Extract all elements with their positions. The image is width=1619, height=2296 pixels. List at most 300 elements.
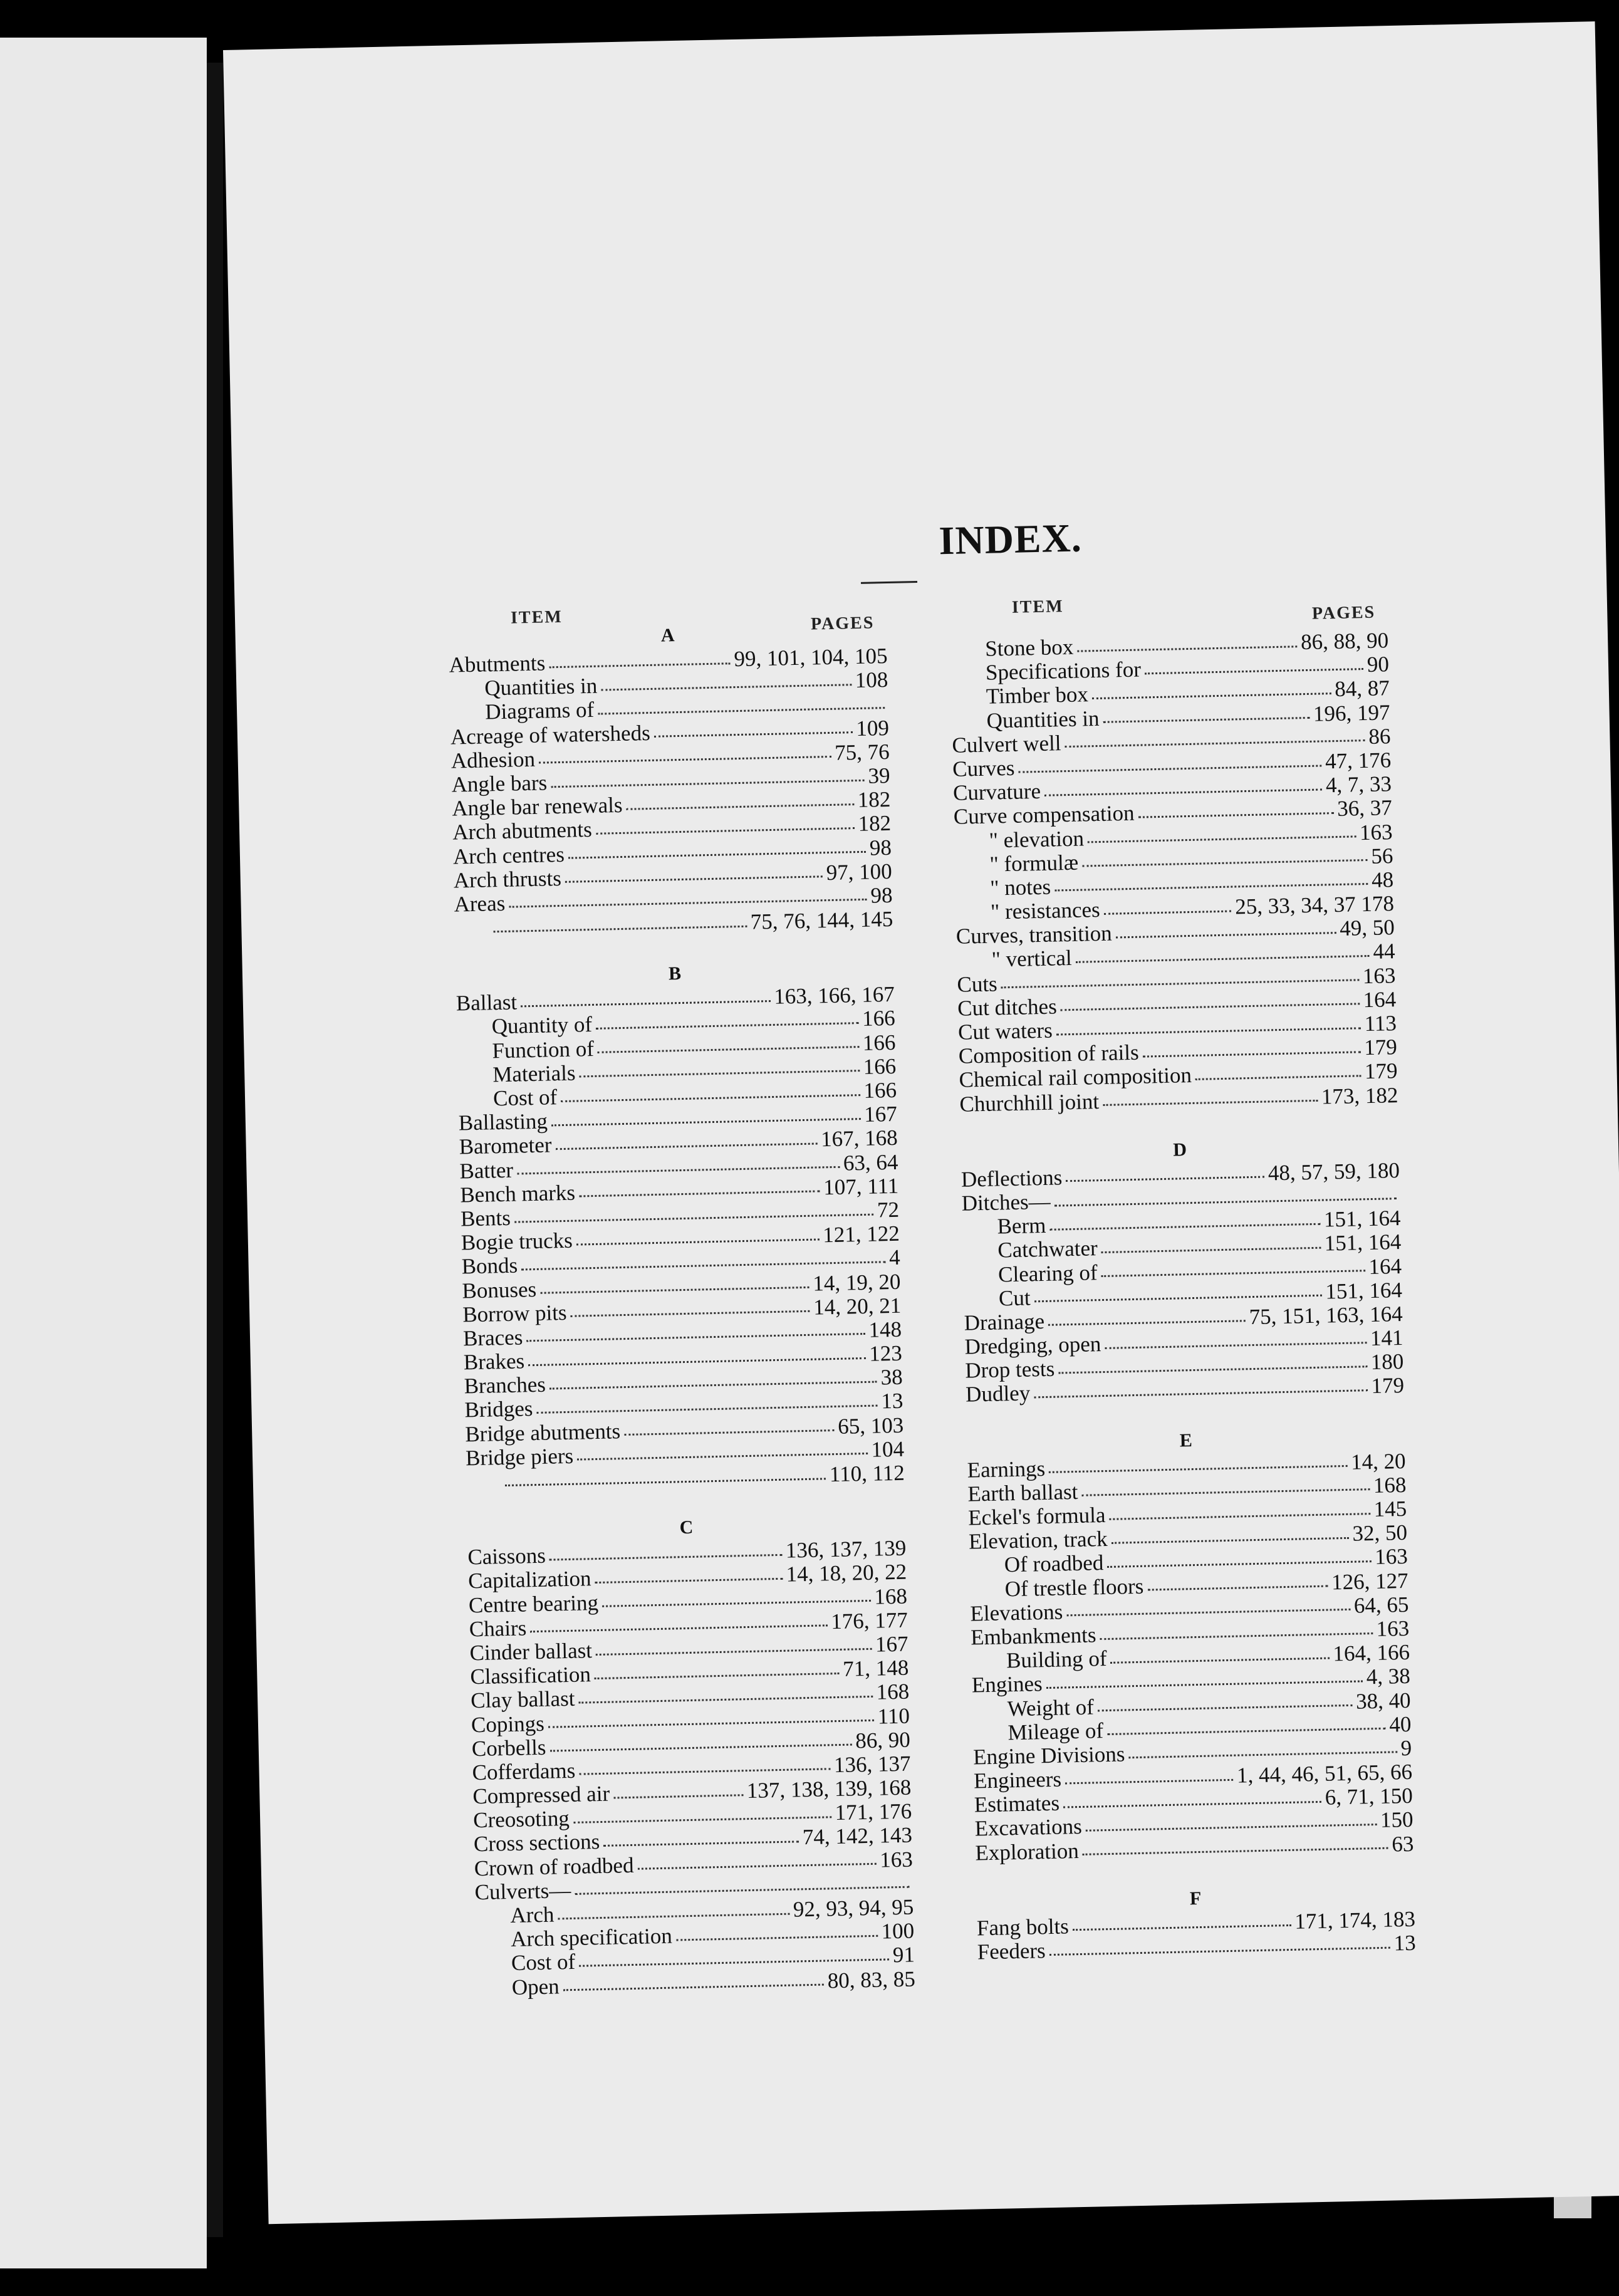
entry-label: Engine Divisions [972,1741,1125,1770]
entry-pages: 179 [1371,1373,1405,1399]
entry-pages: 136, 137 [833,1751,911,1778]
dot-leader [509,899,867,908]
entry-pages: 9 [1400,1735,1412,1761]
entry-pages: 97, 100 [826,858,893,885]
entry-pages: 137, 138, 139, 168 [746,1775,912,1803]
dot-leader [550,1744,852,1752]
dot-leader [595,1672,840,1679]
entry-pages: 163 [1362,963,1396,988]
dot-leader [1061,1003,1360,1011]
dot-leader [1073,1924,1291,1931]
entry-label: Acreage of watersheds [450,720,651,749]
dot-leader [549,1554,782,1561]
entry-pages: 148 [868,1317,902,1342]
title-rule [861,581,917,584]
dot-leader [577,1453,867,1461]
dot-leader [549,662,730,668]
entry-pages: 179 [1363,1035,1398,1060]
entry-pages: 4, 38 [1366,1664,1411,1689]
dot-leader [517,1166,840,1175]
entry-pages: 63 [1391,1831,1414,1857]
entry-label: Curves, transition [955,921,1113,949]
entry-label: Adhesion [450,746,536,773]
section-letter: F [1189,1887,1202,1909]
entry-pages: 98 [870,882,893,908]
dot-leader [563,1984,824,1991]
dot-leader [603,1840,799,1847]
dot-leader [521,1261,885,1270]
entry-pages: 92, 93, 94, 95 [793,1894,914,1922]
entry-pages: 14, 18, 20, 22 [786,1560,907,1587]
entry-pages: 1, 44, 46, 51, 65, 66 [1236,1759,1413,1788]
entry-label: Specifications for [985,657,1142,685]
entry-label: Curves [952,755,1015,781]
entry-pages: 71, 148 [842,1655,909,1681]
entry-label: Feeders [977,1938,1046,1965]
dot-leader [579,1958,889,1966]
entry-label: Catchwater [997,1236,1098,1263]
entry-pages: 179 [1364,1058,1398,1084]
entry-label: Bench marks [459,1180,576,1208]
entry-label: Angle bar renewals [452,793,623,821]
entry-pages: 168 [876,1679,910,1705]
entry-label: Drainage [964,1308,1045,1335]
entry-label: Drop tests [964,1356,1055,1383]
entry-pages: 63, 64 [843,1149,898,1176]
entry-pages: 166 [862,1030,896,1055]
entry-label: Estimates [974,1790,1060,1817]
dot-leader [1044,788,1322,796]
entry-label: Chairs [469,1615,527,1642]
entry-label: Quantities in [484,673,598,701]
entry-label: Bonuses [462,1276,537,1303]
dot-leader [579,1191,820,1198]
right-column [949,590,1416,1964]
entry-label: Elevation, track [968,1526,1108,1554]
entry-pages: 13 [880,1389,903,1414]
dot-leader [540,1286,809,1294]
dot-leader [521,1000,770,1007]
entry-pages: 104 [871,1436,905,1462]
entry-label: Ditches— [961,1189,1051,1216]
entry-label: Centre bearing [468,1590,599,1617]
entry-pages: 167 [863,1102,898,1127]
entry-label: Caissons [467,1543,546,1570]
entry-label: Bridges [464,1396,533,1422]
entry-pages: 110, 112 [829,1460,905,1487]
entry-label: Curvature [952,779,1041,805]
entry-label: " formulæ [989,850,1079,877]
dot-leader [1054,883,1368,891]
entry-pages: 136, 137, 139 [785,1535,907,1563]
entry-pages: 65, 103 [837,1412,904,1439]
dot-leader [654,731,853,738]
dot-leader [1104,910,1232,914]
dot-leader [1110,1513,1370,1520]
entry-label: Arch thrusts [453,865,562,893]
dot-leader [549,1380,877,1389]
entry-label: Quantities in [986,706,1100,733]
entry-pages: 163 [1376,1615,1410,1641]
entry-label: Bridge piers [465,1443,574,1471]
dot-leader [1147,1585,1328,1591]
dot-leader [676,1935,878,1941]
entry-label: Dredging, open [964,1332,1101,1359]
entry-pages: 168 [1373,1472,1407,1498]
entry-label: Bogie trucks [461,1228,573,1255]
dot-leader [1066,1176,1264,1182]
section-letter: E [1179,1429,1193,1451]
entry-label: Cinder ballast [469,1638,593,1666]
entry-pages: 196, 197 [1313,699,1390,726]
dot-leader [1081,1489,1370,1497]
entry-pages: 49, 50 [1339,915,1395,941]
entry-label: Eckel's formula [967,1503,1106,1530]
dot-leader [595,1578,783,1584]
dot-leader [548,1719,874,1728]
entry-label: Of trestle floors [1004,1573,1144,1601]
dot-leader [561,1094,860,1102]
entry-label: Elevations [970,1599,1063,1626]
dot-leader [1107,1560,1371,1568]
entry-label: Exploration [975,1838,1080,1866]
entry-pages: 166 [863,1053,897,1079]
page-title: INDEX. [938,515,1083,563]
dot-leader [1056,1027,1361,1035]
dot-leader [1049,1223,1320,1230]
entry-pages: 163 [1374,1544,1408,1570]
entry-pages: 151, 164 [1324,1229,1402,1256]
dot-leader [601,684,851,691]
entry-pages: 173, 182 [1321,1082,1398,1109]
entry-pages: 14, 20, 21 [813,1293,902,1320]
entry-label: Engineers [973,1766,1062,1793]
dot-leader [568,851,866,859]
entry-pages: 110 [877,1703,910,1729]
entry-pages: 14, 19, 20 [813,1269,901,1296]
dot-leader [579,1768,830,1775]
entry-label: Culvert well [952,730,1061,758]
dot-leader [505,1478,826,1486]
entry-pages: 167 [875,1631,908,1657]
entry-label: Embankments [970,1622,1096,1650]
entry-label: Open [511,1974,560,2000]
dot-leader [1098,1704,1352,1712]
entry-pages: 48, 57, 59, 180 [1268,1157,1400,1186]
dot-leader [1019,764,1322,773]
dot-leader [576,1238,820,1245]
entry-label: Abutments [449,650,546,677]
dot-leader [1138,812,1334,818]
dot-leader [565,876,823,884]
entry-label: Churchhill joint [959,1088,1100,1117]
entry-pages: 98 [869,835,892,860]
entry-label: Materials [492,1060,576,1087]
dot-leader [1103,717,1310,723]
entry-pages: 126, 127 [1331,1568,1408,1595]
dot-leader [613,1794,743,1798]
entry-label: Composition of rails [958,1040,1140,1068]
dot-leader [1065,1778,1233,1784]
entry-pages: 38, 40 [1355,1688,1411,1714]
entry-pages: 91 [892,1942,915,1968]
book-spine [207,63,223,2237]
dot-leader [596,827,855,835]
entry-pages: 163 [1359,819,1393,845]
entry-label: Engines [971,1671,1043,1698]
entry-pages: 166 [863,1077,897,1103]
entry-label: Crown of roadbed [474,1852,634,1881]
entry-label: Capitalization [467,1566,591,1594]
entry-pages: 99, 101, 104, 105 [734,644,888,672]
dot-leader [627,803,854,810]
dot-leader [580,1070,860,1077]
entry-label: " resistances [990,897,1101,924]
entry-label: Branches [464,1372,546,1399]
dot-leader [530,1625,827,1633]
entry-label: Quantity of [491,1012,593,1039]
entry-label: Function of [492,1036,595,1063]
item-heading: ITEM [510,607,563,628]
dot-leader [556,1142,818,1150]
entry-pages: 84, 87 [1334,676,1390,702]
entry-pages: 86 [1368,723,1391,749]
entry-label: Angle bars [451,770,548,797]
section-letter: A [660,625,675,646]
dot-leader [1107,1728,1385,1735]
entry-label: Diagrams of [484,697,595,724]
entry-pages: 64, 65 [1353,1592,1409,1618]
pages-heading: PAGES [810,613,875,634]
entry-pages: 90 [1367,652,1390,677]
entry-label: Braces [462,1325,523,1351]
entry-pages: 44 [1373,939,1395,964]
dot-leader [494,925,747,932]
entry-pages: 150 [1380,1807,1413,1833]
dot-leader [638,1863,877,1870]
entry-label: Cost of [492,1085,558,1111]
entry-label: Ballasting [458,1109,548,1135]
entry-pages: 171, 174, 183 [1294,1906,1416,1934]
entry-pages: 25, 33, 34, 37 178 [1234,891,1395,919]
entry-pages: 151, 164 [1325,1277,1403,1304]
entry-pages: 86, 88, 90 [1300,628,1389,655]
entry-label: Cut waters [957,1018,1053,1045]
dot-leader [624,1429,834,1436]
entry-pages: 121, 122 [822,1221,900,1248]
entry-label: Bridge abutments [464,1418,621,1447]
entry-pages: 47, 176 [1325,748,1392,774]
entry-pages: 74, 142, 143 [802,1823,913,1850]
entry-label: Excavations [974,1814,1083,1841]
entry-pages: 4, 7, 33 [1325,771,1392,798]
entry-label: Corbells [471,1735,546,1761]
entry-label: Fang bolts [976,1914,1070,1941]
entry-label: Bents [460,1205,511,1231]
entry-pages: 180 [1370,1349,1404,1375]
entry-label: Curve compensation [953,801,1135,830]
entry-pages: 100 [881,1918,915,1944]
entry-pages: 14, 20 [1350,1448,1406,1474]
dot-leader [575,1886,909,1895]
dot-leader [579,1696,873,1704]
entry-label: Areas [454,890,506,917]
section-letter: B [668,963,682,984]
entry-label: Brakes [463,1349,525,1375]
entry-pages: 171, 176 [835,1798,912,1825]
entry-label: Creosoting [472,1806,570,1833]
dot-leader [514,1213,873,1223]
entry-label: Arch specification [510,1923,673,1952]
dot-leader [1065,739,1365,748]
entry-pages: 107, 111 [823,1173,899,1200]
dot-leader [1063,1801,1321,1808]
dot-leader [1128,1751,1397,1759]
entry-pages: 72 [877,1197,900,1223]
entry-label: " elevation [989,826,1085,853]
entry-pages: 4 [888,1245,900,1270]
dot-leader [1100,1632,1373,1640]
entry-label: Berm [997,1213,1046,1239]
dot-leader [1046,1680,1363,1689]
dot-leader [1116,932,1336,938]
dot-leader [1034,1295,1322,1303]
entry-label: Borrow pits [462,1300,567,1327]
dot-leader [1054,1198,1397,1206]
dot-leader [1066,1609,1350,1616]
entry-label: Copings [471,1711,545,1737]
dot-leader [1111,1657,1330,1663]
entry-pages: 163, 166, 167 [773,982,895,1010]
entry-label: Classification [470,1662,591,1689]
entry-label: Building of [1006,1646,1107,1673]
entry-label: Clearing of [997,1260,1098,1287]
dot-leader [551,779,864,787]
entry-pages: 182 [858,811,892,837]
entry-label: Clay ballast [470,1686,575,1713]
entry-label: Mileage of [1007,1718,1104,1745]
entry-pages: 32, 50 [1352,1520,1408,1546]
entry-pages: 109 [855,715,890,741]
entry-label: Earnings [967,1456,1046,1483]
dot-leader [602,1600,870,1607]
entry-label: Barometer [459,1132,552,1159]
entry-label: Arch [510,1902,554,1928]
dot-leader [551,1118,861,1126]
dot-leader [1103,1100,1318,1106]
entry-pages: 123 [868,1340,903,1366]
dot-leader [1105,1342,1367,1349]
entry-pages: 182 [857,787,891,813]
entry-label: Earth ballast [967,1479,1078,1506]
entry-label: Chemical rail composition [959,1063,1192,1093]
entry-pages: 80, 83, 85 [827,1966,916,1993]
entry-label: Bonds [461,1253,518,1279]
dot-leader [598,707,885,715]
entry-pages: 39 [868,763,890,788]
entry-pages: 38 [880,1365,903,1390]
dot-leader [1034,1389,1367,1398]
section-letter: D [1172,1139,1187,1161]
entry-label: Dudley [965,1380,1031,1407]
dot-leader [1058,1365,1367,1374]
dot-leader [1077,645,1297,652]
entry-label: Cost of [511,1949,576,1976]
entry-label: Cuts [957,971,998,997]
dot-leader [1049,1465,1347,1473]
entry-pages: 36, 37 [1336,795,1393,822]
dot-leader [1195,1075,1361,1080]
section-letter: C [679,1516,694,1538]
dot-leader [1092,692,1331,699]
entry-label: Culverts— [474,1877,571,1905]
facing-page-edge [0,38,207,2268]
entry-label: Stone box [984,634,1074,661]
dot-leader [1088,836,1356,843]
entry-pages: 108 [855,667,888,693]
dot-leader [526,1333,865,1342]
dot-leader [598,1046,859,1053]
dot-leader [1076,955,1370,963]
dot-leader [558,1912,789,1919]
item-heading: ITEM [1011,597,1064,617]
entry-pages: 176, 177 [830,1607,908,1634]
entry-pages: 151, 164 [1323,1206,1401,1232]
entry-pages: 75, 76 [834,739,890,765]
entry-pages: 48 [1371,867,1394,892]
entry-pages: 6, 71, 150 [1325,1783,1413,1810]
dot-leader [1145,668,1363,674]
entry-pages: 164, 166 [1333,1640,1410,1666]
entry-pages: 164 [1368,1253,1402,1279]
entry-label: Deflections [960,1165,1063,1192]
entry-pages: 40 [1388,1711,1412,1737]
entry-label: Arch abutments [452,817,593,845]
dot-leader [596,1647,872,1655]
entry-pages: 141 [1370,1325,1403,1351]
entry-pages: 56 [1370,843,1393,869]
dot-leader [528,1357,865,1366]
entry-pages: 168 [874,1584,908,1609]
dot-leader [1101,1247,1321,1253]
entry-label: Of roadbed [1004,1550,1104,1577]
entry-pages: 167, 168 [820,1125,898,1152]
entry-label: Timber box [986,682,1089,709]
entry-pages: 75, 76, 144, 145 [750,906,893,934]
index-page [223,21,1619,2224]
entry-pages: 75, 151, 163, 164 [1249,1301,1403,1330]
entry-pages: 145 [1373,1496,1407,1522]
entry-label: Arch centres [452,842,565,869]
entry-pages: 164 [1363,986,1397,1013]
entry-label: Cofferdams [472,1758,576,1785]
entry-label: Ballast [456,989,518,1016]
entry-label: Compressed air [472,1781,610,1809]
entry-label: Weight of [1007,1694,1095,1721]
entry-pages: 113 [1364,1011,1397,1036]
entry-pages: 166 [862,1006,895,1031]
entry-pages: 13 [1393,1930,1417,1956]
dot-leader [1143,1051,1361,1057]
entry-label: Cut ditches [957,994,1058,1021]
entry-label: " notes [989,874,1051,900]
dot-leader [571,1310,810,1317]
dot-leader [573,1816,831,1824]
left-column [448,600,915,2000]
dot-leader [537,1405,878,1414]
dot-leader [1086,1824,1377,1832]
dot-leader [1111,1537,1349,1544]
